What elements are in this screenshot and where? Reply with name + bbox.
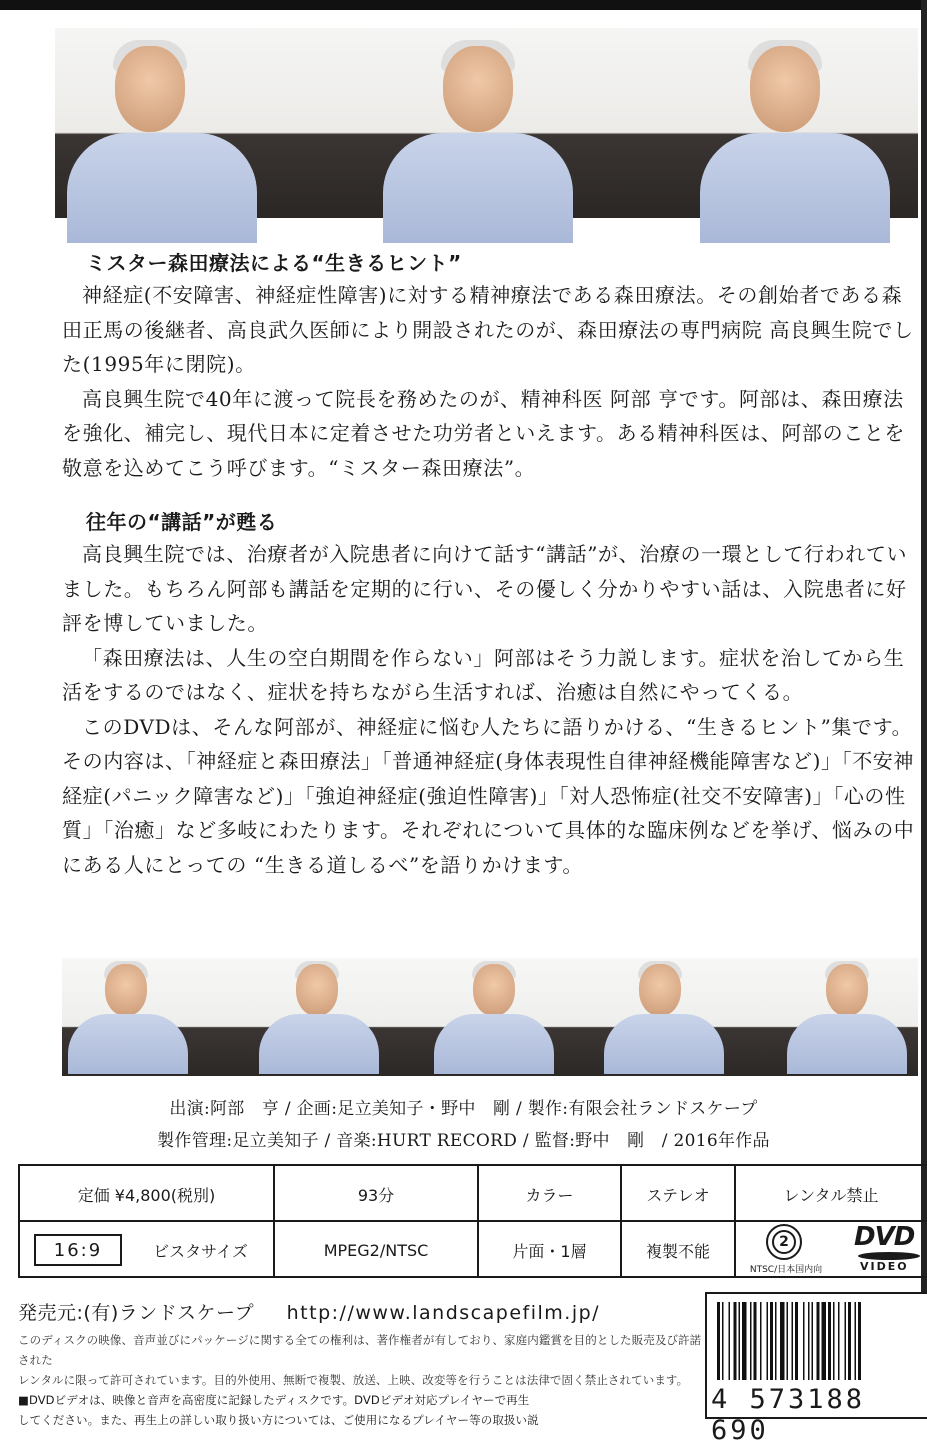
shirt <box>259 1014 379 1074</box>
face <box>115 46 185 132</box>
price-label: 定価 ¥4,800(税別) <box>77 1185 216 1205</box>
dvd-disc-icon <box>858 1252 920 1260</box>
bottom-photo-strip <box>62 958 918 1076</box>
face <box>443 46 513 132</box>
notice-line-3: ■DVDビデオは、映像と音声を高密度に記録したディスクです。DVDビデオ対応プレイヤーで再生 <box>18 1393 530 1407</box>
layer-label: 片面・1層 <box>512 1241 587 1261</box>
face <box>296 964 338 1016</box>
credits-line-2: 製作管理:足立美知子 / 音楽:HURT RECORD / 監督:野中 剛 / 2016年作品 <box>157 1131 770 1151</box>
barcode <box>705 1292 927 1446</box>
region-label: NTSC/日本国内向 <box>749 1265 823 1275</box>
section1-paragraph-1: 神経症(不安障害、神経症性障害)に対する精神療法である森田療法。その創始者である森田正馬の後継者、高良武久医師により開設されたのが、森田療法の専門病院 高良興生院でした(1995年に閉院)。 <box>62 283 914 376</box>
rental-label: レンタル禁止 <box>783 1185 879 1205</box>
copyright-notice <box>18 1330 702 1430</box>
barcode-bars <box>717 1302 923 1380</box>
thumb-2 <box>233 958 404 1076</box>
section1-paragraph-2: 高良興生院で40年に渡って院長を務めたのが、精神科医 阿部 亨です。阿部は、森田療法を強化、補完し、現代日本に定着させた功労者といえます。ある精神科医は、阿部のことを敬意を込めてこう呼びます。“ミスター森田療法”。 <box>62 386 905 480</box>
shirt <box>67 133 257 243</box>
audio-label: ステレオ <box>646 1185 710 1205</box>
section-heading-1: ミスター森田療法による“生きるヒント” <box>86 251 462 275</box>
region-number: 2 <box>772 1230 796 1254</box>
photo-speaker-1 <box>55 28 343 218</box>
format-label: MPEG2/NTSC <box>323 1240 429 1260</box>
seller-label: 発売元:(有)ランドスケープ <box>18 1302 255 1324</box>
aspect-ratio-badge: 16:9 <box>34 1234 122 1266</box>
seller-info <box>18 1298 600 1325</box>
shirt <box>383 133 573 243</box>
section-heading-2: 往年の“講話”が甦る <box>86 510 278 534</box>
specs-row-1 <box>20 1166 927 1222</box>
thumb-1 <box>62 958 233 1076</box>
shirt <box>787 1014 907 1074</box>
face <box>105 964 147 1016</box>
thumb-3 <box>404 958 575 1076</box>
notice-line-2: レンタルに限って許可されています。目的外使用、無断で複製、放送、上映、改変等を行うことは法律で固く禁止されています。 <box>18 1373 689 1387</box>
shirt <box>68 1014 188 1074</box>
face <box>750 46 820 132</box>
section2-paragraph-3: このDVDは、そんな阿部が、神経症に悩む人たちに語りかける、“生きるヒント”集です。その内容は、「神経症と森田療法」「普通神経症(身体表現性自律神経機能障害など)」「不安神経症(パニック障害など)」「強迫神経症(強迫性障害)」「対人恐怖症(社交不安障害)」「心の性質」「治癒」など多岐にわたります。それぞれについて具体的な臨床例などを挙げ、悩みの中にある人にとっての “生きる道しるべ”を語りかけます。 <box>62 714 915 877</box>
dvd-video-text: VIDEO <box>860 1260 909 1273</box>
face <box>826 964 868 1016</box>
notice-line-1: このディスクの映像、音声並びにパッケージに関する全ての権利は、著作権者が有しており、家庭内鑑賞を目的とした販売及び許諾された <box>18 1333 702 1367</box>
region-code <box>736 1222 836 1274</box>
shirt <box>700 133 890 243</box>
duration-label: 93分 <box>357 1185 395 1205</box>
description <box>62 248 920 882</box>
globe-icon <box>766 1224 802 1260</box>
thumb-5 <box>747 958 918 1076</box>
dvd-video-logo <box>846 1222 925 1274</box>
face <box>473 964 515 1016</box>
shirt <box>604 1014 724 1074</box>
notice-line-4: してください。また、再生上の詳しい取り扱い方については、ご使用になるプレイヤー等の取扱い説 <box>18 1413 539 1427</box>
face <box>639 964 681 1016</box>
shirt <box>434 1014 554 1074</box>
barcode-digits: 4 573188 690 <box>711 1384 866 1446</box>
section2-paragraph-1: 高良興生院では、治療者が入院患者に向けて話す“講話”が、治療の一環として行われていました。もちろん阿部も講話を定期的に行い、その優しく分かりやすい話は、入院患者に好評を博していました。 <box>62 542 908 635</box>
copy-label: 複製不能 <box>645 1241 710 1261</box>
photo-speaker-2 <box>343 28 631 218</box>
vista-label: ビスタサイズ <box>153 1241 248 1261</box>
section2-paragraph-2: 「森田療法は、人生の空白期間を作らない」阿部はそう力説します。症状を治してから生活をするのではなく、症状を持ちながら生活すれば、治癒は自然にやってくる。 <box>62 645 905 704</box>
color-label: カラー <box>525 1185 574 1205</box>
dvd-logo-text: DVD <box>854 1222 915 1252</box>
seller-url: http://www.landscapefilm.jp/ <box>286 1302 601 1324</box>
thumb-4 <box>576 958 747 1076</box>
top-photo-strip <box>55 28 918 218</box>
specs-table <box>18 1164 927 1278</box>
photo-speaker-3 <box>630 28 918 218</box>
top-band <box>0 0 927 10</box>
credits-line-1: 出演:阿部 亨 / 企画:足立美知子・野中 剛 / 製作:有限会社ランドスケープ <box>169 1099 758 1119</box>
